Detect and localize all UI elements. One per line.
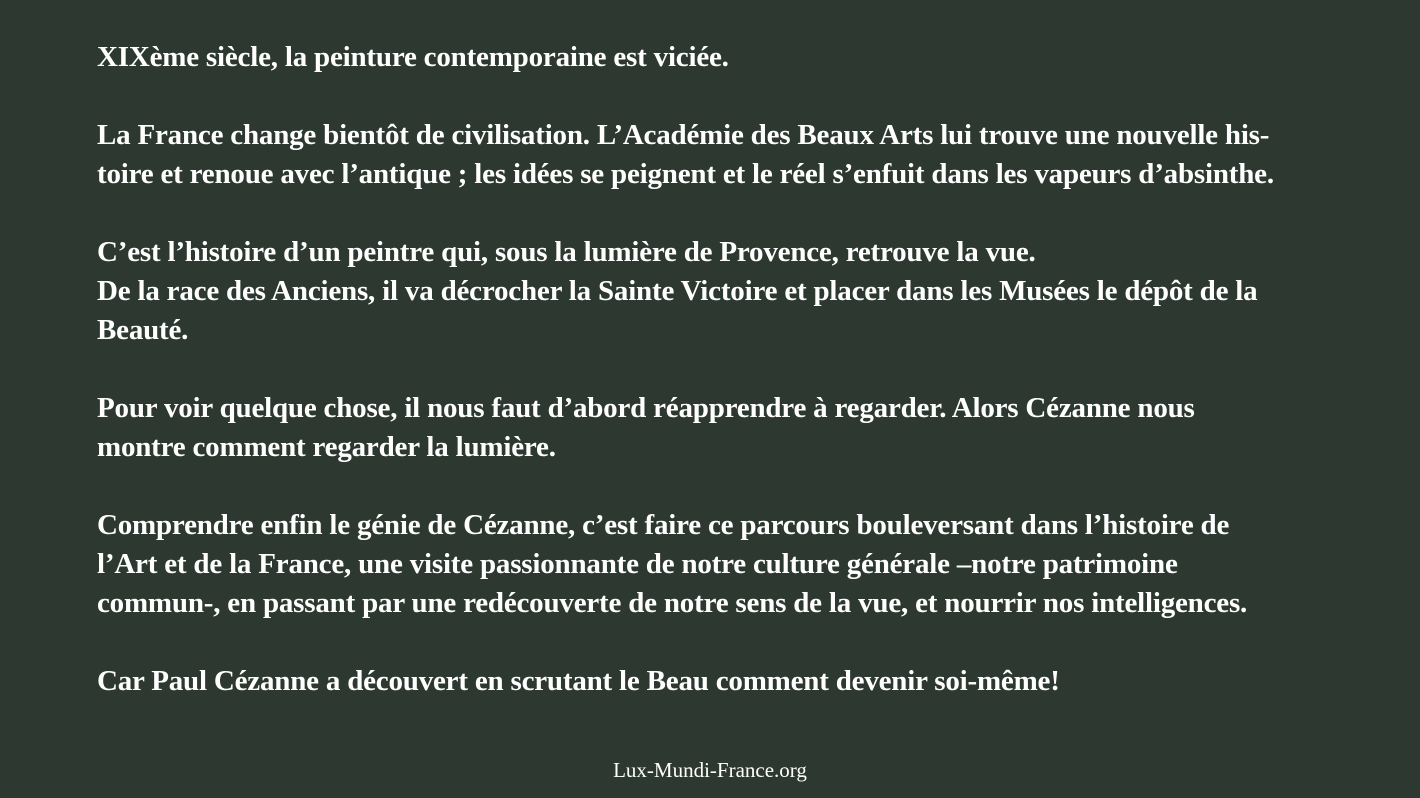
paragraph-civilisation	[97, 116, 1337, 194]
text-line: De la race des Anciens, il va décrocher la Sainte Victoire et placer dans les Musées le dépôt de la	[97, 275, 1258, 307]
footer-site-name: Lux-Mundi-France.org	[613, 758, 807, 782]
paragraph-spacer	[97, 350, 1337, 389]
text-line: commun-, en passant par une redécouverte de notre sens de la vue, et nourrir nos intelligences.	[97, 587, 1248, 619]
text-line: l’Art et de la France, une visite passionnante de notre culture générale –notre patrimoine	[97, 548, 1178, 580]
paragraph-spacer	[97, 194, 1337, 233]
text-line: C’est l’histoire d’un peintre qui, sous la lumière de Provence, retrouve la vue.	[97, 236, 1036, 268]
text-line: La France change bientôt de civilisation. L’Académie des Beaux Arts lui trouve une nouvelle his-	[97, 119, 1270, 151]
text-line: Beauté.	[97, 314, 189, 346]
paragraph-regarder	[97, 389, 1337, 467]
paragraph-spacer	[97, 467, 1337, 506]
paragraph-provence	[97, 233, 1337, 350]
text-line: XIXème siècle, la peinture contemporaine est viciée.	[97, 41, 729, 73]
paragraph-intro	[97, 38, 1337, 77]
paragraph-conclusion	[97, 662, 1337, 701]
text-line: Pour voir quelque chose, il nous faut d’abord réapprendre à regarder. Alors Cézanne nous	[97, 392, 1195, 424]
text-line: Car Paul Cézanne a découvert en scrutant le Beau comment devenir soi-même!	[97, 665, 1060, 697]
text-line: montre comment regarder la lumière.	[97, 431, 556, 463]
paragraph-spacer	[97, 623, 1337, 662]
text-line: toire et renoue avec l’antique ; les idées se peignent et le réel s’enfuit dans les vapeurs d’absinthe.	[97, 158, 1274, 190]
document-body	[97, 38, 1337, 701]
paragraph-spacer	[97, 77, 1337, 116]
paragraph-genie	[97, 506, 1337, 623]
text-line: Comprendre enfin le génie de Cézanne, c’est faire ce parcours bouleversant dans l’histoire de	[97, 509, 1230, 541]
